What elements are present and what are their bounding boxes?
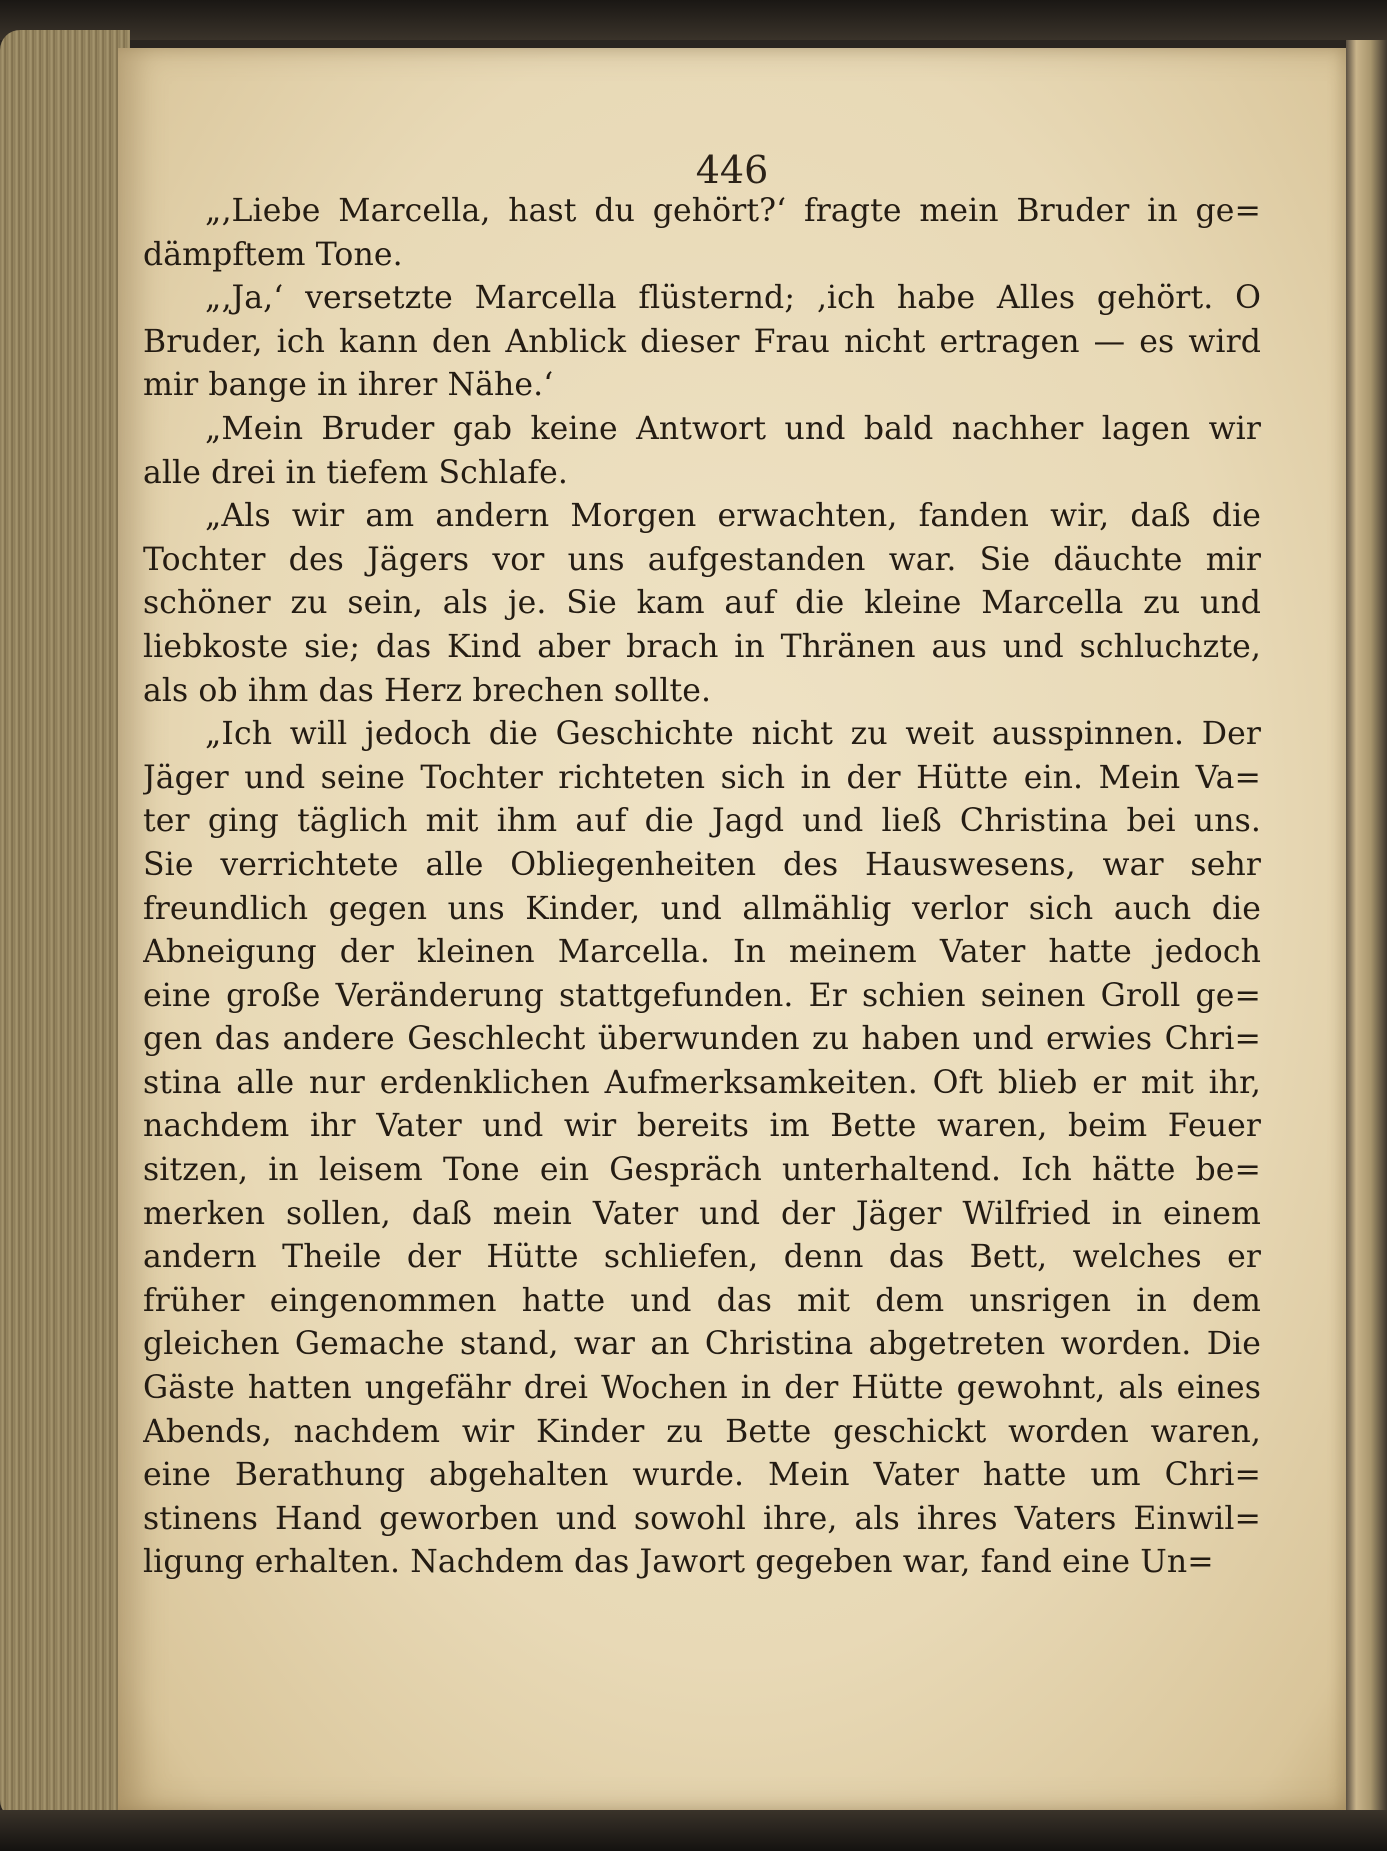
text-line: alle drei in tiefem Schlafe. [143,454,568,491]
book-cover-bottom [0,1810,1387,1851]
text-line: Abneigung der kleinen Marcella. In meinem Vater hatte jedoch [143,934,1261,971]
text-line: Sie verrichtete alle Obliegenheiten des Hauswesens, war sehr [143,846,1261,883]
text-line: ligung erhalten. Nachdem das Jawort gegeben war, fand eine Un= [143,1544,1214,1581]
text-line: gen das andere Geschlecht überwunden zu haben und erwies Chri= [143,1021,1261,1058]
book-page-edges [0,30,130,1820]
text-line: merken sollen, daß mein Vater und der Jäger Wilfried in einem [143,1195,1261,1232]
paragraph [143,408,1261,495]
text-line: „‚Liebe Marcella, hast du gehört?‘ fragte mein Bruder in ge= [205,193,1261,229]
text-line: stina alle nur erdenklichen Aufmerksamkeiten. Oft blieb er mit ihr, [143,1064,1261,1101]
text-line: Bruder, ich kann den Anblick dieser Frau nicht ertragen — es wird [143,323,1261,360]
page-number: 446 [695,148,769,192]
text-line: sitzen, in leisem Tone ein Gespräch unterhaltend. Ich hätte be= [143,1152,1261,1189]
text-line: als ob ihm das Herz brechen sollte. [143,672,712,709]
text-line: „Mein Bruder gab keine Antwort und bald nachher lagen wir [205,410,1261,447]
text-line: nachdem ihr Vater und wir bereits im Bette waren, beim Feuer [143,1108,1261,1145]
text-line: dämpftem Tone. [143,236,403,273]
text-line: eine große Veränderung stattgefunden. Er schien seinen Groll ge= [143,977,1261,1014]
paragraph [143,190,1261,277]
text-line: mir bange in ihrer Nähe.‘ [143,367,554,404]
text-line: „Ich will jedoch die Geschichte nicht zu weit ausspinnen. Der [205,716,1261,753]
text-line: gleichen Gemache stand, war an Christina abgetreten worden. Die [143,1326,1261,1363]
text-line: Jäger und seine Tochter richteten sich in der Hütte ein. Mein Va= [143,759,1261,796]
book-cover-top [0,0,1387,40]
page-text [143,190,1261,1585]
text-line: „‚Ja,‘ versetzte Marcella flüsternd; ‚ich habe Alles gehört. O [205,280,1261,317]
paragraph [143,713,1261,1585]
text-line: ter ging täglich mit ihm auf die Jagd und ließ Christina bei uns. [143,803,1261,840]
text-line: eine Berathung abgehalten wurde. Mein Vater hatte um Chri= [143,1457,1261,1494]
text-line: „Als wir am andern Morgen erwachten, fanden wir, daß die [205,498,1261,535]
text-line: Tochter des Jägers vor uns aufgestanden war. Sie däuchte mir [143,541,1261,578]
facing-page-edge [1346,40,1387,1815]
text-line: schöner zu sein, als je. Sie kam auf die kleine Marcella zu und [143,585,1261,622]
paragraph [143,495,1261,713]
text-line: stinens Hand geworben und sowohl ihre, als ihres Vaters Einwil= [143,1500,1261,1537]
text-line: freundlich gegen uns Kinder, und allmählig verlor sich auch die [143,890,1261,927]
text-line: liebkoste sie; das Kind aber brach in Thränen aus und schluchzte, [143,628,1261,665]
text-line: früher eingenommen hatte und das mit dem unsrigen in dem [143,1282,1261,1319]
text-line: Gäste hatten ungefähr drei Wochen in der Hütte gewohnt, als eines [143,1370,1261,1407]
text-line: andern Theile der Hütte schliefen, denn das Bett, welches er [143,1239,1261,1276]
paragraph [143,277,1261,408]
text-line: Abends, nachdem wir Kinder zu Bette geschickt worden waren, [143,1413,1261,1450]
